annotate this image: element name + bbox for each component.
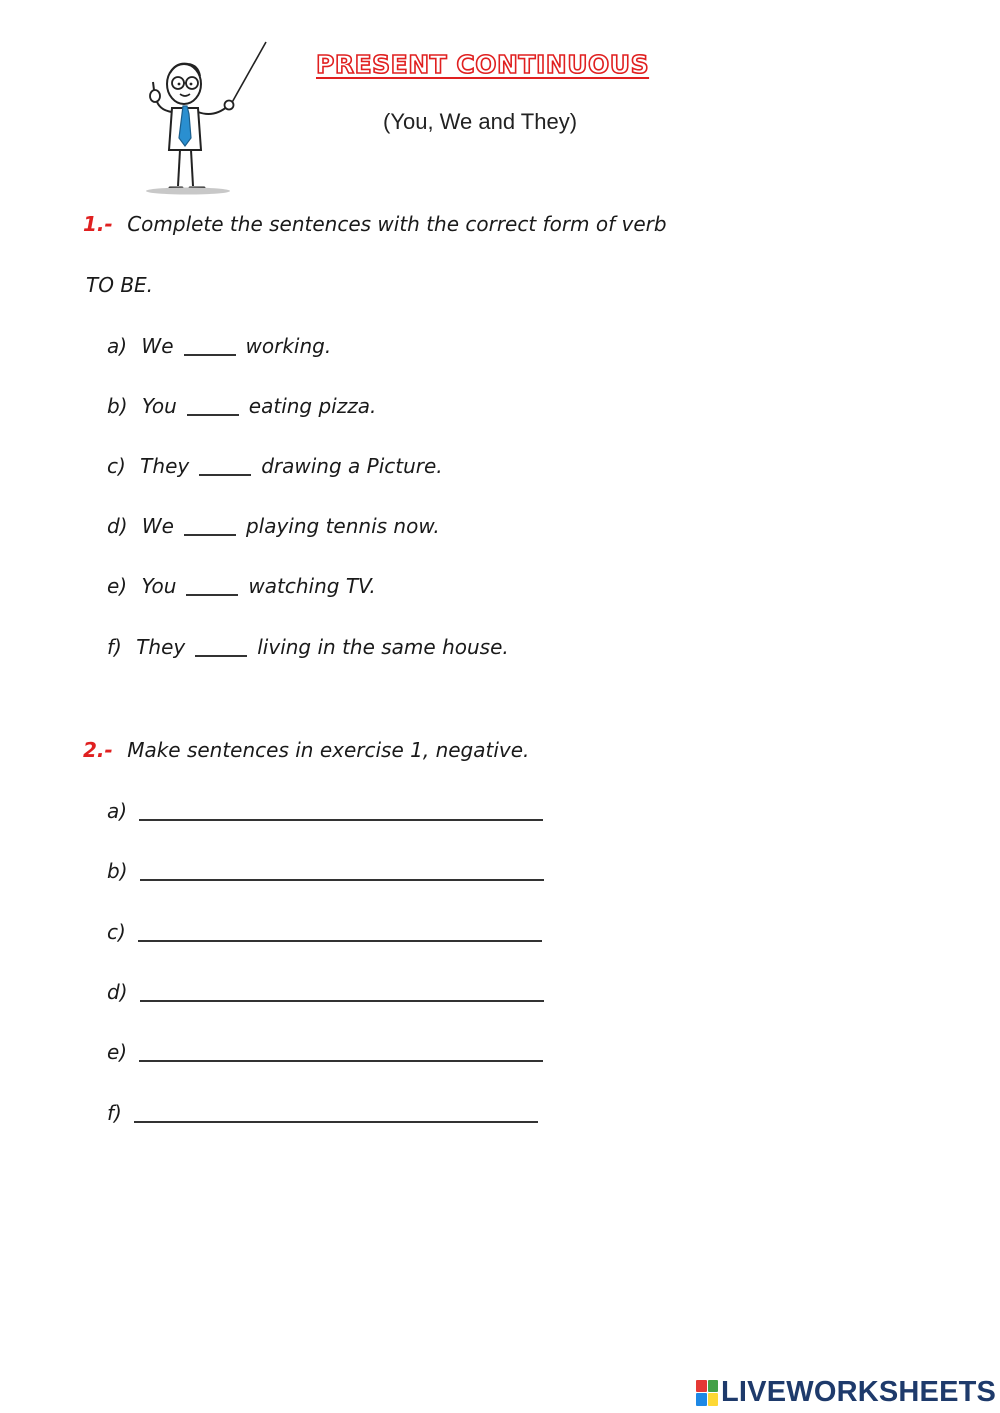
exercise-1-instruction <box>83 212 667 236</box>
item-letter: a) <box>107 799 128 823</box>
exercise-2-item-a <box>107 799 543 823</box>
answer-blank[interactable] <box>184 533 236 536</box>
answer-line[interactable] <box>139 1059 543 1062</box>
item-rest: working. <box>245 334 332 358</box>
item-letter: e) <box>107 574 128 598</box>
item-subject: You <box>141 574 177 598</box>
answer-line[interactable] <box>139 818 543 821</box>
exercise-1-number: 1.- <box>83 212 113 236</box>
exercise-2-item-d <box>107 980 544 1004</box>
exercise-1-item-f <box>107 635 509 659</box>
answer-line[interactable] <box>140 878 544 881</box>
item-letter: c) <box>107 920 126 944</box>
item-subject: You <box>141 394 177 418</box>
logo-block <box>696 1393 707 1406</box>
answer-line[interactable] <box>138 939 542 942</box>
worksheet-title: PRESENT CONTINUOUS <box>316 50 650 79</box>
item-letter: d) <box>107 514 128 538</box>
item-subject: They <box>140 454 190 478</box>
exercise-1-item-d <box>107 514 440 538</box>
logo-text: LIVEWORKSHEETS <box>721 1376 997 1408</box>
exercise-1-item-c <box>107 454 443 478</box>
item-letter: b) <box>107 394 128 418</box>
answer-blank[interactable] <box>199 473 251 476</box>
exercise-2-item-b <box>107 859 544 883</box>
item-rest: living in the same house. <box>257 635 509 659</box>
exercise-1-item-b <box>107 394 376 418</box>
answer-line[interactable] <box>134 1120 538 1123</box>
logo-block <box>708 1380 719 1393</box>
exercise-1-item-a <box>107 334 331 358</box>
exercise-2-item-f <box>107 1101 538 1125</box>
teacher-with-pointer-icon <box>138 38 273 196</box>
item-rest: playing tennis now. <box>245 514 440 538</box>
item-subject: We <box>141 514 174 538</box>
logo-block <box>708 1393 719 1406</box>
answer-line[interactable] <box>140 999 544 1002</box>
exercise-1-instruction-text: Complete the sentences with the correct form of verb <box>127 212 667 236</box>
exercise-2-number: 2.- <box>83 738 113 762</box>
liveworksheets-logo[interactable] <box>696 1376 996 1409</box>
item-rest: drawing a Picture. <box>261 454 443 478</box>
exercise-2-item-e <box>107 1040 543 1064</box>
answer-blank[interactable] <box>187 413 239 416</box>
answer-blank[interactable] <box>195 654 247 657</box>
item-subject: We <box>141 334 174 358</box>
item-letter: f) <box>107 1101 122 1125</box>
item-letter: a) <box>107 334 128 358</box>
item-rest: eating pizza. <box>248 394 377 418</box>
item-letter: d) <box>107 980 128 1004</box>
answer-blank[interactable] <box>186 593 238 596</box>
worksheet-subtitle: (You, We and They) <box>383 109 578 134</box>
exercise-2-instruction-text: Make sentences in exercise 1, negative. <box>127 738 530 762</box>
item-letter: e) <box>107 1040 128 1064</box>
exercise-2-item-c <box>107 920 542 944</box>
item-rest: watching TV. <box>248 574 376 598</box>
item-letter: c) <box>107 454 126 478</box>
logo-blocks-icon <box>696 1380 718 1406</box>
logo-block <box>696 1380 707 1393</box>
item-subject: They <box>136 635 186 659</box>
exercise-2-instruction <box>83 738 529 762</box>
item-letter: b) <box>107 859 128 883</box>
item-letter: f) <box>107 635 122 659</box>
exercise-1-instruction-line2: TO BE. <box>86 273 154 297</box>
answer-blank[interactable] <box>184 353 236 356</box>
exercise-1-item-e <box>107 574 376 598</box>
